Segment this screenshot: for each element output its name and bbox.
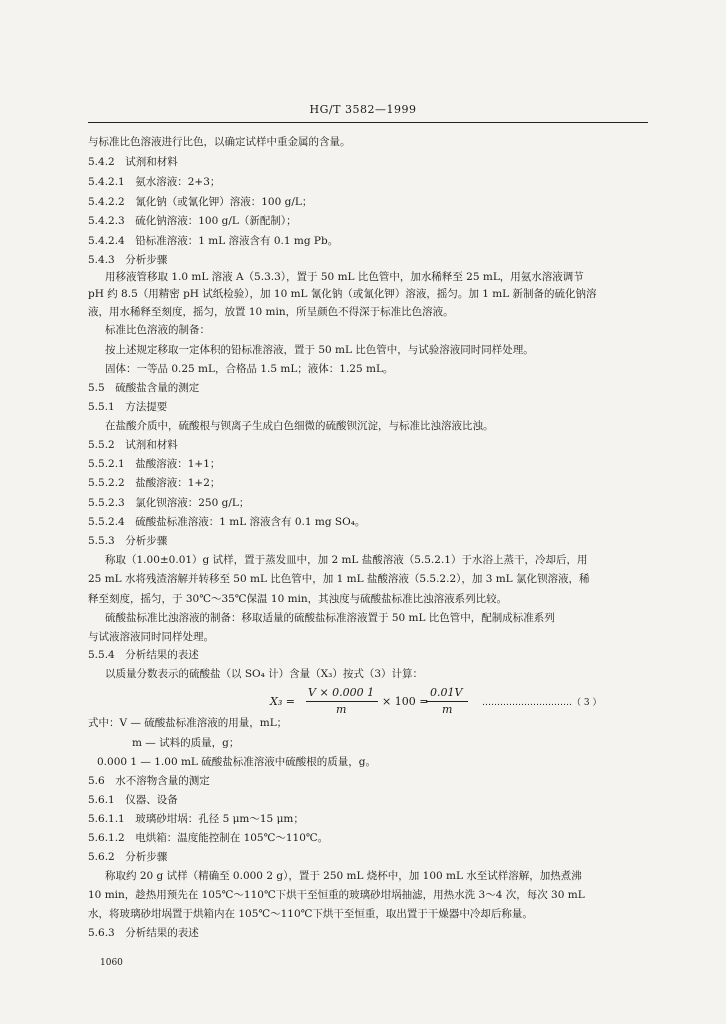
- variable-definition: 式中：V — 硫酸盐标准溶液的用量，mL；: [88, 717, 288, 729]
- paragraph-line: 称取约 20 g 试样（精确至 0.000 2 g），置于 250 mL 烧杯中，加 100 mL 水至试样溶解，加热煮沸: [105, 870, 582, 882]
- formula-numerator: 0.01V: [430, 686, 463, 699]
- variable-definition: 0.000 1 — 1.00 mL 硫酸盐标准溶液中硫酸根的质量，g。: [97, 756, 376, 768]
- paragraph-line: 10 min，趁热用预先在 105℃～110℃下烘干至恒重的玻璃砂坩埚抽滤，用热水洗 3～4 次，每次 30 mL: [88, 889, 585, 901]
- paragraph-line: 按上述规定移取一定体积的铅标准溶液，置于 50 mL 比色管中，与试验溶液同时同样处理。: [105, 344, 534, 356]
- section-heading: 5.5.2 试剂和材料: [88, 439, 178, 451]
- section-heading: 5.6.3 分析结果的表述: [88, 927, 199, 939]
- paragraph-line: 以质量分数表示的硫酸盐（以 SO₄ 计）含量（X₃）按式（3）计算：: [105, 668, 424, 680]
- section-heading: 5.5.1 方法提要: [88, 401, 168, 413]
- formula-lhs: X₃ =: [270, 695, 295, 708]
- list-item: 5.4.2.4 铅标准溶液：1 mL 溶液含有 0.1 mg Pb。: [88, 235, 339, 247]
- text-line: 与标准比色溶液进行比色，以确定试样中重金属的含量。: [88, 136, 351, 148]
- list-item: 5.5.2.4 硫酸盐标准溶液：1 mL 溶液含有 0.1 mg SO₄。: [88, 516, 366, 528]
- page-number: 1060: [100, 958, 123, 968]
- paragraph-line: 液，用水稀释至刻度，摇匀，放置 10 min，所呈颜色不得深于标准比色溶液。: [88, 306, 454, 318]
- equation-3: [270, 686, 650, 716]
- variable-definition: m — 试料的质量，g；: [132, 737, 240, 749]
- section-heading: 5.5 硫酸盐含量的测定: [88, 382, 200, 394]
- section-heading: 5.4.3 分析步骤: [88, 254, 168, 266]
- list-item: 5.5.2.2 盐酸溶液：1+2；: [88, 477, 221, 489]
- list-item: 5.5.2.1 盐酸溶液：1+1；: [88, 458, 221, 470]
- list-item: 5.6.1.1 玻璃砂坩埚：孔径 5 μm～15 μm；: [88, 813, 304, 825]
- paragraph-line: 称取（1.00±0.01）g 试样，置于蒸发皿中，加 2 mL 盐酸溶液（5.5.2.1）于水浴上蒸干，冷却后，用: [105, 554, 588, 566]
- paragraph-line: 与试液溶液同时同样处理。: [88, 631, 214, 643]
- paragraph-line: pH 约 8.5（用精密 pH 试纸检验），加 10 mL 氰化钠（或氰化钾）溶液，摇匀。加 1 mL 新制备的硫化钠溶: [88, 288, 597, 300]
- paragraph-line: 释至刻度，摇匀，于 30℃～35℃保温 10 min，其浊度与硫酸盐标准比浊溶液系列比较。: [88, 593, 508, 605]
- fraction-bar: [306, 701, 378, 702]
- formula-denominator: m: [442, 703, 453, 716]
- section-heading: 5.6 水不溶物含量的测定: [88, 775, 210, 787]
- header-rule: [88, 122, 648, 123]
- section-heading: 5.5.4 分析结果的表述: [88, 649, 199, 661]
- paragraph-line: 硫酸盐标准比浊溶液的制备：移取适量的硫酸盐标准溶液置于 50 mL 比色管中，配制成标准系列: [105, 612, 555, 624]
- list-item: 5.6.1.2 电烘箱：温度能控制在 105℃～110℃。: [88, 832, 329, 844]
- paragraph-line: 标准比色溶液的制备：: [105, 324, 210, 336]
- paragraph-line: 固体：一等品 0.25 mL，合格品 1.5 mL；液体：1.25 mL。: [105, 363, 394, 375]
- list-item: 5.4.2.1 氨水溶液：2+3；: [88, 176, 221, 188]
- section-heading: 5.5.3 分析步骤: [88, 535, 168, 547]
- list-item: 5.5.2.3 氯化钡溶液：250 g/L；: [88, 497, 250, 509]
- paragraph-line: 水，将玻璃砂坩埚置于烘箱内在 105℃～110℃下烘干至恒重，取出置于干燥器中冷却后称量。: [88, 908, 533, 920]
- list-item: 5.4.2.2 氰化钠（或氰化钾）溶液：100 g/L；: [88, 196, 313, 208]
- section-heading: 5.4.2 试剂和材料: [88, 156, 178, 168]
- list-item: 5.4.2.3 硫化钠溶液：100 g/L（新配制）；: [88, 215, 297, 227]
- section-heading: 5.6.1 仪器、设备: [88, 794, 178, 806]
- paragraph-line: 在盐酸介质中，硫酸根与钡离子生成白色细微的硫酸钡沉淀，与标准比浊溶液比浊。: [105, 420, 494, 432]
- fraction-bar: [426, 701, 468, 702]
- equation-number: …………………………（ 3 ）: [482, 698, 602, 708]
- paragraph-line: 25 mL 水将残渣溶解并转移至 50 mL 比色管中，加 1 mL 盐酸溶液（5.5.2.2），加 3 mL 氯化钡溶液，稀: [88, 573, 590, 585]
- formula-operator: × 100 =: [382, 695, 429, 708]
- formula-denominator: m: [336, 703, 347, 716]
- standard-code-header: HG/T 3582—1999: [309, 103, 417, 116]
- paragraph-line: 用移液管移取 1.0 mL 溶液 A（5.3.3），置于 50 mL 比色管中，加水稀释至 25 mL，用氨水溶液调节: [105, 271, 584, 283]
- section-heading: 5.6.2 分析步骤: [88, 851, 168, 863]
- formula-numerator: V × 0.000 1: [308, 686, 375, 699]
